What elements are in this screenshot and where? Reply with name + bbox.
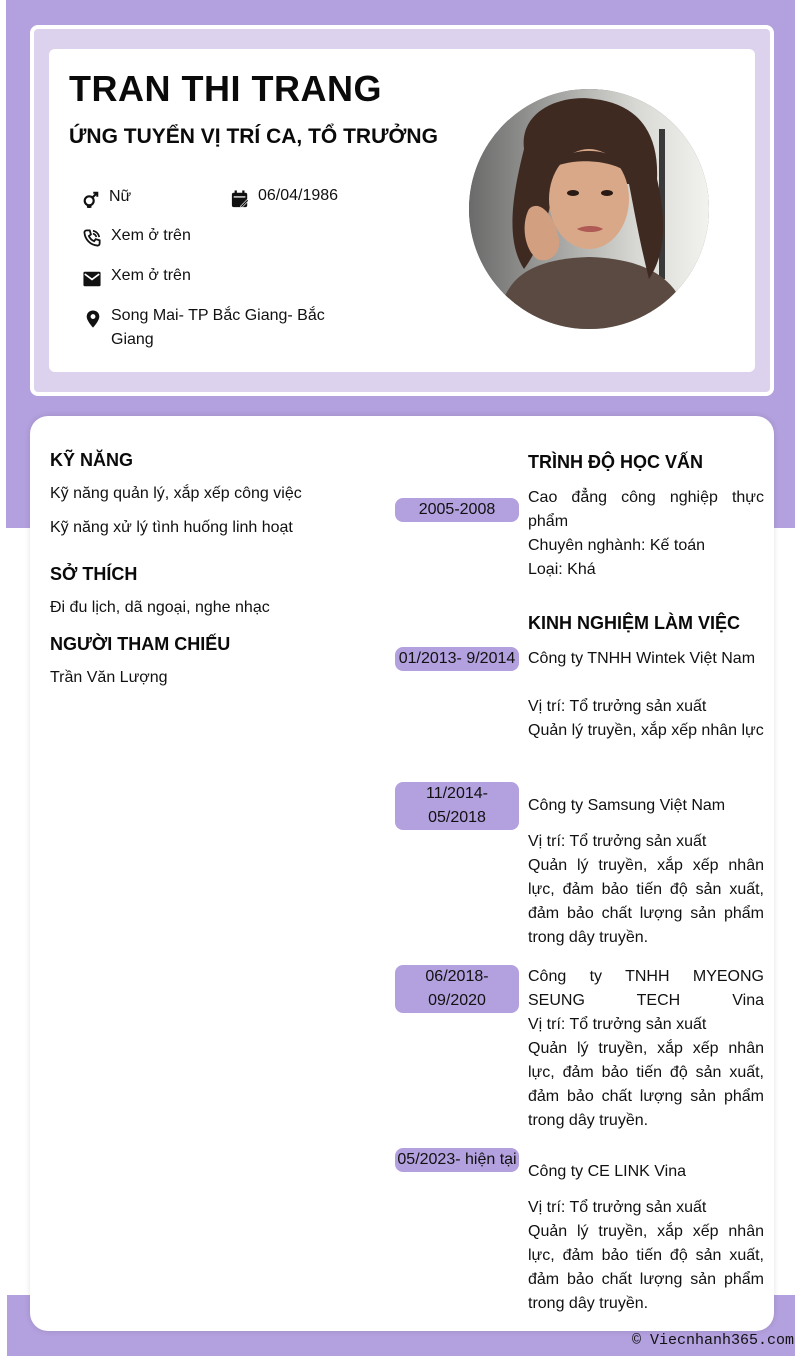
- phone-value: Xem ở trên: [111, 227, 191, 244]
- location-icon: [84, 310, 102, 328]
- email-value: Xem ở trên: [111, 267, 191, 284]
- applied-position: ỨNG TUYỂN VỊ TRÍ CA, TỔ TRƯỞNG: [69, 125, 438, 148]
- experience-title: KINH NGHIỆM LÀM VIỆC: [528, 613, 741, 633]
- job-role: Vị trí: Tổ trưởng sản xuất: [528, 833, 707, 850]
- job-description: Quản lý truyền, xắp xếp nhân lực, đảm bảo tiến độ sản xuất, đảm bảo chất lượng sản phẩm trong dây truyền.: [528, 1040, 764, 1129]
- references-text: Trần Văn Lượng: [50, 669, 168, 686]
- job-company: Công ty Samsung Việt Nam: [528, 797, 726, 814]
- birthdate-value: 06/04/1986: [258, 187, 339, 204]
- references-title: NGƯỜI THAM CHIẾU: [50, 634, 231, 654]
- education-date: 2005-2008: [395, 498, 519, 522]
- job-company: Công ty TNHH MYEONG SEUNG TECH Vina: [528, 968, 764, 1009]
- hobbies-text: Đi đu lịch, dã ngoại, nghe nhạc: [50, 599, 270, 616]
- job-role: Vị trí: Tổ trưởng sản xuất: [528, 698, 707, 715]
- education-school: Cao đẳng công nghiệp thực phẩm: [528, 489, 764, 530]
- skill-item: Kỹ năng quản lý, xắp xếp công việc: [50, 485, 302, 502]
- job-date: 01/2013- 9/2014: [395, 647, 519, 671]
- phone-icon: [83, 229, 101, 247]
- address-value: Song Mai- TP Bắc Giang- Bắc Giang: [111, 307, 325, 348]
- job-role: Vị trí: Tổ trưởng sản xuất: [528, 1199, 707, 1216]
- gender-icon: [82, 190, 100, 208]
- skill-item: Kỹ năng xử lý tình huống linh hoạt: [50, 519, 293, 536]
- copyright-text: © Viecnhanh365.com: [631, 1332, 794, 1349]
- job-company: Công ty CE LINK Vina: [528, 1163, 687, 1180]
- job-date: 06/2018- 09/2020: [395, 965, 519, 1013]
- candidate-name: TRAN THI TRANG: [69, 68, 382, 109]
- job-company: Công ty TNHH Wintek Việt Nam: [528, 650, 756, 667]
- hobbies-title: SỞ THÍCH: [50, 564, 138, 584]
- calendar-icon: [231, 190, 249, 208]
- job-description: Quản lý truyền, xắp xếp nhân lực, đảm bảo tiến độ sản xuất, đảm bảo chất lượng sản phẩm trong dây truyền.: [528, 857, 764, 946]
- email-icon: [83, 270, 101, 288]
- job-role: Vị trí: Tổ trưởng sản xuất: [528, 1016, 707, 1033]
- education-major: Chuyên nghành: Kế toán: [528, 537, 706, 554]
- education-title: TRÌNH ĐỘ HỌC VẤN: [528, 452, 703, 472]
- skills-title: KỸ NĂNG: [50, 450, 134, 470]
- gender-value: Nữ: [109, 188, 132, 205]
- education-grade: Loại: Khá: [528, 561, 596, 578]
- job-date: 05/2023- hiện tại: [395, 1148, 519, 1172]
- job-date: 11/2014- 05/2018: [395, 782, 519, 830]
- job-description: Quản lý truyền, xắp xếp nhân lực, đảm bảo tiến độ sản xuất, đảm bảo chất lượng sản phẩm trong dây truyền.: [528, 1223, 764, 1312]
- profile-photo: [469, 89, 709, 329]
- job-description: Quản lý truyền, xắp xếp nhân lực: [528, 722, 764, 739]
